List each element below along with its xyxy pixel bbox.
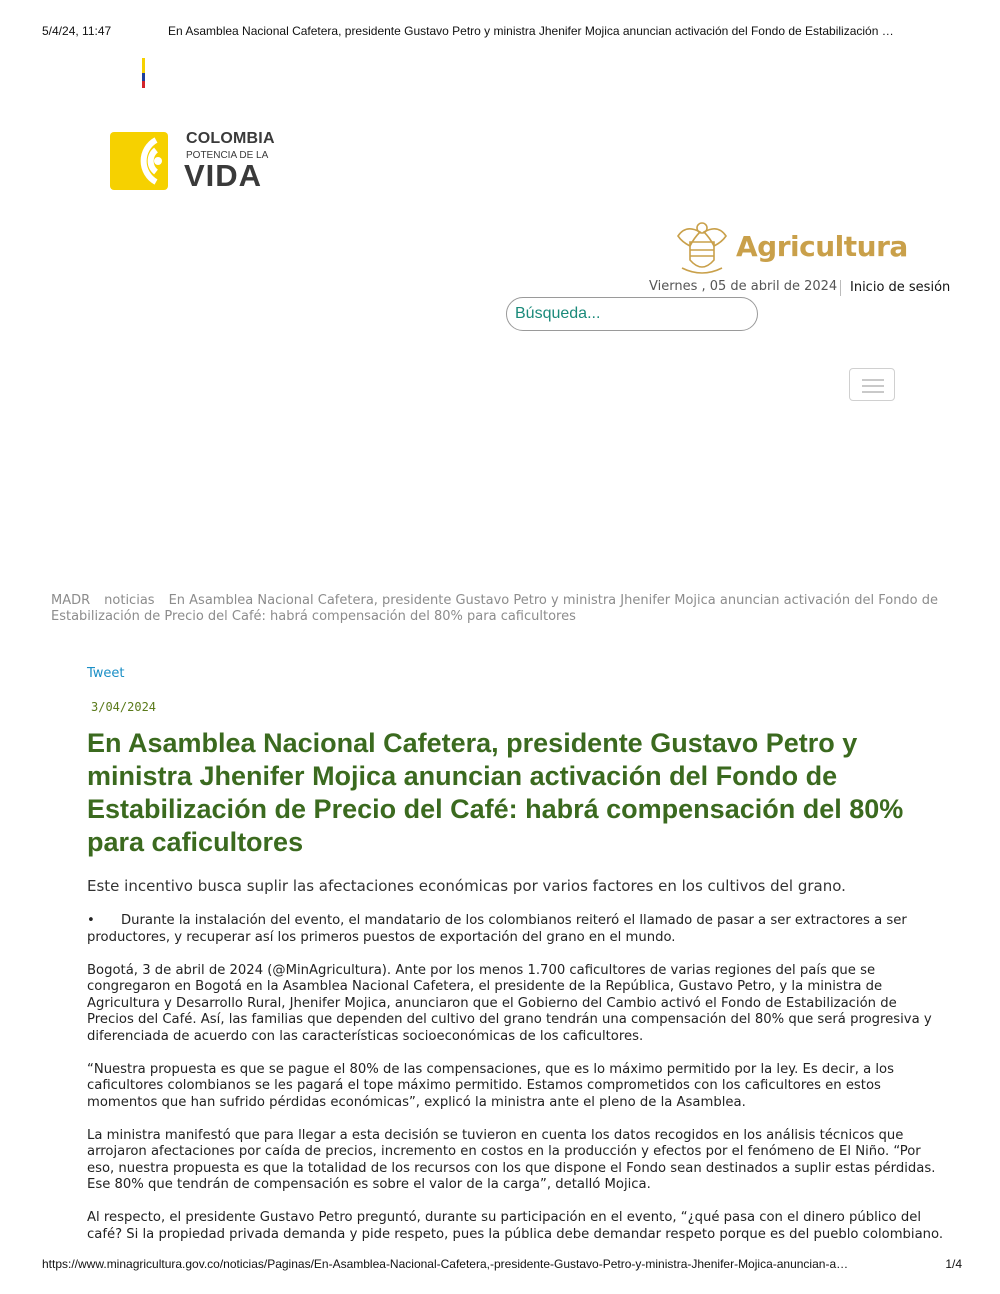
page-number: 1/4 bbox=[945, 1257, 962, 1271]
article-title: En Asamblea Nacional Cafetera, presidente Gustavo Petro y ministra Jhenifer Mojica anuncian activación del Fondo de Estabilización de Precio del Café: habrá compensación del 80% para caficultores bbox=[87, 728, 904, 857]
breadcrumb-item-madr[interactable]: MADR bbox=[51, 593, 91, 608]
bullet-marker: • bbox=[87, 913, 95, 928]
print-date: 5/4/24, 11:47 bbox=[42, 24, 112, 38]
breadcrumb-item-noticias[interactable]: noticias bbox=[104, 593, 155, 608]
logo-line-1: COLOMBIA bbox=[186, 130, 275, 147]
article-paragraph: Al respecto, el presidente Gustavo Petro preguntó, durante su participación en el evento, “¿qué pasa con el dinero público del café? Si la propiedad privada demanda y pide respeto, pues la pública debe demandar respeto porque es del pueblo colombiano. bbox=[87, 1210, 944, 1242]
breadcrumb bbox=[51, 593, 951, 625]
colombia-potencia-logo[interactable] bbox=[110, 130, 280, 192]
article-paragraph: “Nuestra propuesta es que se pague el 80% de las compensaciones, que es lo máximo permitido por la ley. Es decir, a los caficultores colombianos se les pagará el tope máximo permitido. Estamos comprometidos con los caficultores en estos momentos que han sufrido pérdidas económicas”, explicó la ministra ante el pleno de la Asamblea. bbox=[87, 1061, 894, 1110]
login-link[interactable]: Inicio de sesión bbox=[850, 280, 951, 295]
breadcrumb-item-current: En Asamblea Nacional Cafetera, presidente Gustavo Petro y ministra Jhenifer Mojica anuncian activación del Fondo de Estabilización de Precio del Café: habrá compensación del 80% para caficultores bbox=[51, 593, 939, 624]
print-url: https://www.minagricultura.gov.co/noticias/Paginas/En-Asamblea-Nacional-Cafetera,-presidente-Gustavo-Petro-y-ministra-Jhenifer-Mojica-anuncian-a… bbox=[42, 1257, 849, 1271]
article-paragraph: La ministra manifestó que para llegar a esta decisión se tuvieron en cuenta los datos recogidos en los análisis técnicos que arrojaron afectaciones por caída de precios, incremento en costos en la producción y efectos por el fenómeno de El Niño. “Por eso, nuestra propuesta es que la totalidad de los recursos con los que dispone el Fondo sean destinados a suplir estas pérdidas. Ese 80% que tendrán de compensación es sobre el valor de la carga”, detalló Mojica. bbox=[87, 1127, 936, 1192]
ministry-logo[interactable] bbox=[672, 218, 908, 280]
current-date: Viernes , 05 de abril de 2024 bbox=[649, 279, 838, 294]
article-body bbox=[87, 913, 947, 1260]
bullet-text: Durante la instalación del evento, el mandatario de los colombianos reiteró el llamado de pasar a ser extractores a ser productores, y recuperar así los primeros puestos de exportación del grano en el mundo. bbox=[87, 913, 907, 945]
article-bullet bbox=[87, 913, 947, 946]
print-title: En Asamblea Nacional Cafetera, presidente Gustavo Petro y ministra Jhenifer Mojica anuncian activación del Fondo de Estabilización … bbox=[168, 24, 894, 38]
colombia-potencia-logo-icon bbox=[110, 132, 176, 192]
tweet-link[interactable]: Tweet bbox=[87, 666, 125, 681]
header-divider bbox=[840, 280, 841, 296]
hamburger-menu-icon bbox=[862, 379, 884, 381]
search-input[interactable] bbox=[506, 297, 758, 331]
colombia-flag-icon bbox=[142, 58, 145, 88]
ministry-name: Agricultura bbox=[736, 230, 908, 263]
logo-line-3: VIDA bbox=[184, 158, 263, 193]
article-lead: Este incentivo busca suplir las afectaciones económicas por varios factores en los cultivos del grano. bbox=[87, 877, 846, 895]
article-paragraph: Bogotá, 3 de abril de 2024 (@MinAgricultura). Ante por los menos 1.700 caficultores de varias regiones del país que se congregaron en Bogotá en la Asamblea Nacional Cafetera, el presidente de la República, Gustavo Petro, y la ministra de Agricultura y Desarrollo Rural, Jhenifer Mojica, anunciaron que el Gobierno del Cambio activó el Fondo de Estabilización de Precios del Café. Así, las familias que dependen del cultivo del grano tendrán una compensación del 80% que será progresiva y diferenciada de acuerdo con las características socioeconómicas de los caficultores. bbox=[87, 962, 932, 1044]
logo-line-2: POTENCIA DE LA bbox=[186, 150, 269, 161]
publish-date: 3/04/2024 bbox=[91, 700, 157, 714]
hamburger-menu-button[interactable] bbox=[849, 368, 895, 401]
coat-of-arms-icon bbox=[672, 218, 732, 280]
